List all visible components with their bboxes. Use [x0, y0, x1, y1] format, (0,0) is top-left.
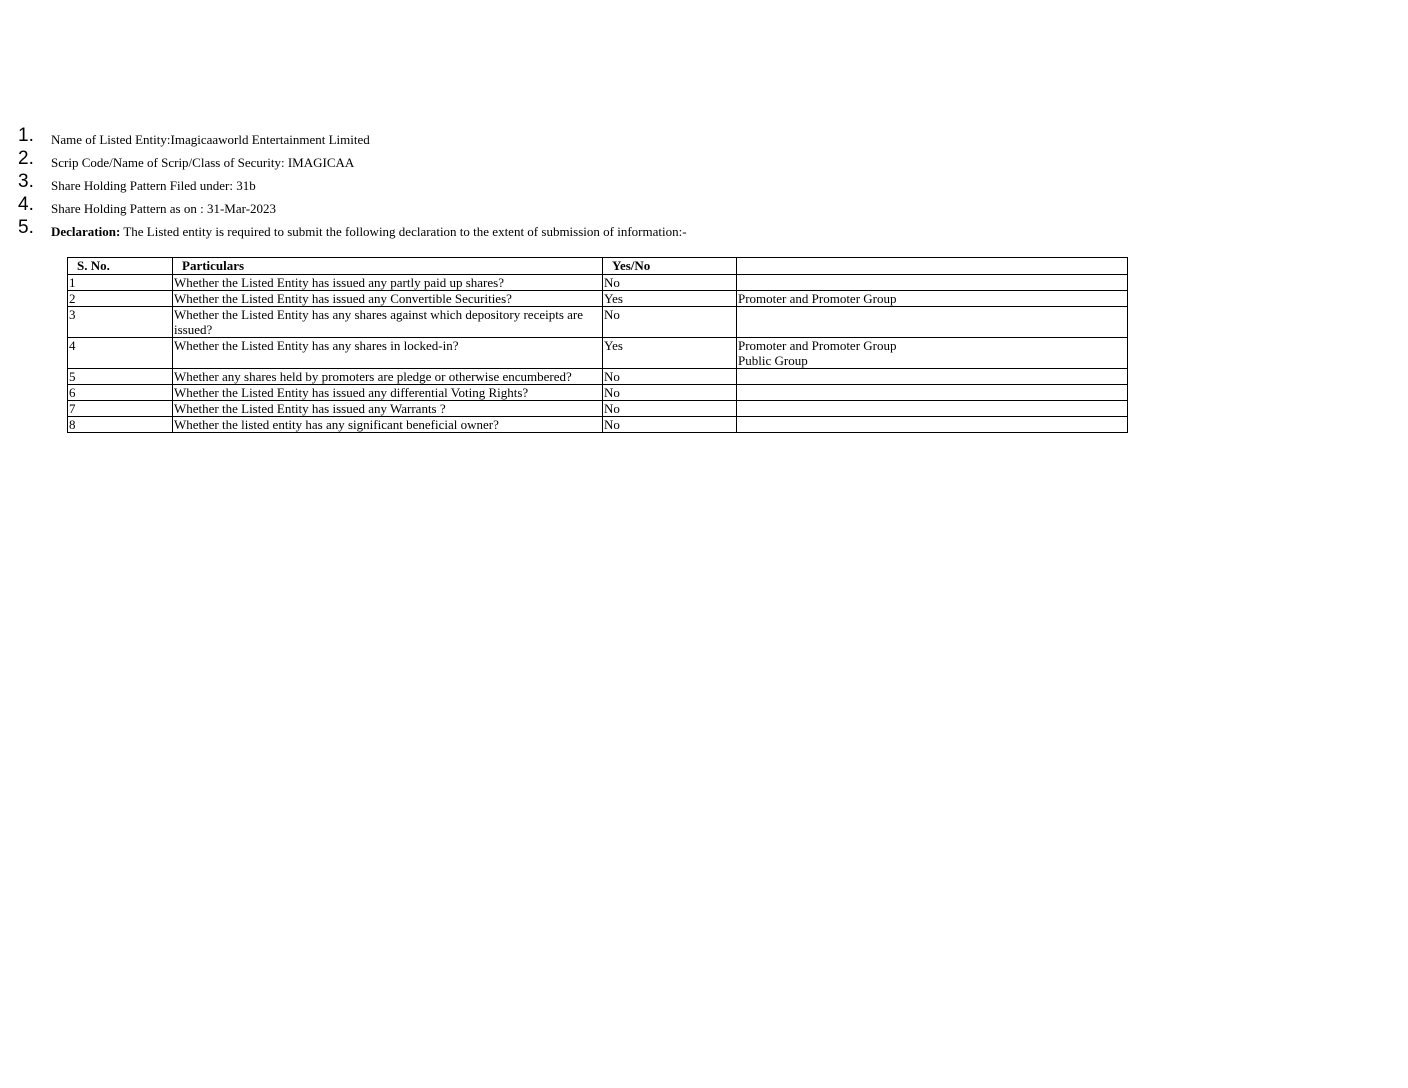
cell-answer: No	[603, 275, 737, 291]
info-item-text	[51, 220, 687, 243]
entity-info-list	[18, 126, 1118, 241]
info-item-filed-under	[18, 172, 1118, 195]
cell-sno: 4	[68, 338, 173, 369]
info-item-number: 2.	[18, 148, 34, 169]
header-particulars: Particulars	[173, 258, 603, 275]
cell-answer: No	[603, 385, 737, 401]
table-row	[68, 401, 1128, 417]
info-item-scrip-code	[18, 149, 1118, 172]
table-header-row	[68, 258, 1128, 275]
table-row	[68, 275, 1128, 291]
cell-sno: 1	[68, 275, 173, 291]
info-item-number: 3.	[18, 171, 34, 192]
info-item-text: Name of Listed Entity:Imagicaaworld Entertainment Limited	[51, 132, 370, 147]
info-item-text: Share Holding Pattern as on : 31-Mar-2023	[51, 201, 277, 216]
info-item-text: Scrip Code/Name of Scrip/Class of Security: IMAGICAA	[51, 155, 355, 170]
info-item-declaration	[18, 218, 1118, 241]
cell-remarks	[737, 417, 1128, 433]
declaration-table	[67, 257, 1128, 433]
cell-answer: Yes	[603, 291, 737, 307]
cell-particulars: Whether any shares held by promoters are pledge or otherwise encumbered?	[173, 369, 603, 385]
table-row	[68, 291, 1128, 307]
cell-remarks	[737, 307, 1128, 338]
info-item-pattern-date	[18, 195, 1118, 218]
header-sno: S. No.	[68, 258, 173, 275]
info-item-number: 1.	[18, 125, 34, 146]
cell-sno: 5	[68, 369, 173, 385]
remark-line: Public Group	[738, 353, 808, 368]
cell-answer: Yes	[603, 338, 737, 369]
cell-sno: 3	[68, 307, 173, 338]
cell-sno: 2	[68, 291, 173, 307]
cell-remarks	[737, 275, 1128, 291]
remark-line: Promoter and Promoter Group	[738, 338, 897, 353]
cell-answer: No	[603, 369, 737, 385]
cell-remarks	[737, 338, 1128, 369]
cell-answer: No	[603, 401, 737, 417]
table-row	[68, 369, 1128, 385]
table-row	[68, 385, 1128, 401]
info-item-number: 5.	[18, 217, 34, 238]
cell-sno: 8	[68, 417, 173, 433]
cell-particulars: Whether the Listed Entity has any shares against which depository receipts are issued?	[173, 307, 603, 338]
table-row	[68, 417, 1128, 433]
table-row	[68, 338, 1128, 369]
cell-remarks	[737, 291, 1128, 307]
cell-sno: 7	[68, 401, 173, 417]
header-remarks	[737, 258, 1128, 275]
declaration-label: Declaration:	[51, 224, 121, 239]
cell-remarks	[737, 369, 1128, 385]
cell-remarks	[737, 385, 1128, 401]
cell-particulars: Whether the Listed Entity has any shares in locked-in?	[173, 338, 603, 369]
cell-particulars: Whether the Listed Entity has issued any Warrants ?	[173, 401, 603, 417]
cell-remarks	[737, 401, 1128, 417]
cell-answer: No	[603, 307, 737, 338]
info-item-text: Share Holding Pattern Filed under: 31b	[51, 178, 256, 193]
declaration-text: The Listed entity is required to submit the following declaration to the extent of submission of information:-	[120, 224, 687, 239]
table-row	[68, 307, 1128, 338]
cell-sno: 6	[68, 385, 173, 401]
cell-particulars: Whether the Listed Entity has issued any differential Voting Rights?	[173, 385, 603, 401]
cell-particulars: Whether the Listed Entity has issued any partly paid up shares?	[173, 275, 603, 291]
cell-answer: No	[603, 417, 737, 433]
cell-particulars: Whether the Listed Entity has issued any Convertible Securities?	[173, 291, 603, 307]
info-item-entity-name	[18, 126, 1118, 149]
cell-particulars: Whether the listed entity has any significant beneficial owner?	[173, 417, 603, 433]
header-yes-no: Yes/No	[603, 258, 737, 275]
remark-line: Promoter and Promoter Group	[738, 291, 897, 306]
info-item-number: 4.	[18, 194, 34, 215]
